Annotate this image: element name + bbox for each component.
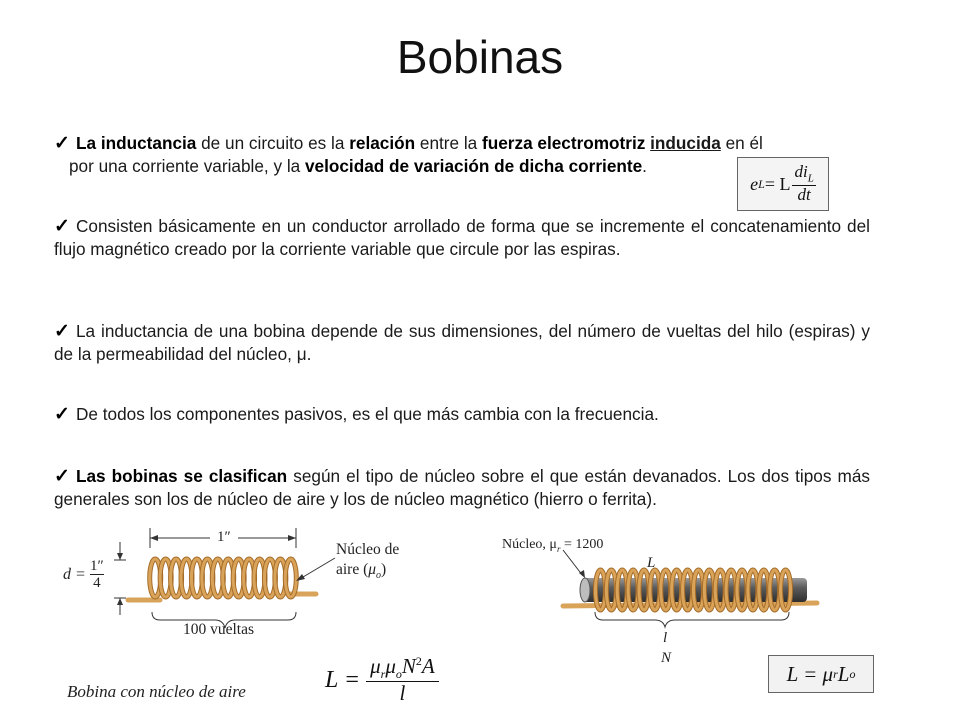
bullet-classification: ✓ Las bobinas se clasifican según el tipo de núcleo sobre el que están devanados. Los dos tipos más generales son los de núcleo de aire y los de núcleo magnético (hierro o ferrita). — [54, 466, 870, 509]
air-core-caption: Bobina con núcleo de aire — [67, 682, 246, 701]
check-icon: ✓ — [54, 133, 70, 154]
coil-turns — [150, 559, 297, 597]
bullet-dimensions: ✓ La inductancia de una bobina depende de sus dimensiones, del número de vueltas del hilo (espiras) y de la permeabilidad del núcleo, μ. — [54, 321, 870, 364]
check-icon: ✓ — [54, 466, 70, 487]
check-icon: ✓ — [54, 404, 70, 425]
bullet-inductance-definition: ✓ La inductancia de un circuito es la relación entre la fuerza electromotriz inducida en él por una corriente variable, y la velocidad de variación de dicha corriente. — [54, 133, 763, 176]
N-label: N — [661, 650, 672, 666]
bullet-frequency: ✓ De todos los componentes pasivos, es el que más cambia con la frecuencia. — [54, 404, 659, 425]
diameter-fraction: 1″ 4 — [90, 558, 104, 591]
emf-formula: e L = L $\frac{di_L}{dt}$ — [737, 157, 829, 211]
inductance-formula: L = $\frac{\mu_r\mu_oN^2A}{l}$ — [325, 655, 439, 705]
air-core-label: Núcleo de aire $(\mu_o)$ — [336, 541, 400, 582]
coil-length-label: 1″ — [217, 529, 231, 545]
magnetic-core-label: Núcleo, $\mu_r = 1200$ — [502, 537, 604, 554]
length-l-label: l — [663, 630, 668, 646]
diameter-label: d = — [63, 566, 86, 583]
bullet-conductor: ✓ Consisten básicamente en un conductor arrollado de forma que se incremente el concatenamiento del flujo magnético creado por la corriente variable que circule por las espiras. — [54, 216, 870, 259]
page-title: Bobinas — [396, 31, 564, 83]
L-label: L — [647, 555, 656, 571]
relative-permeability-formula: L = μ r L o — [768, 655, 874, 693]
check-icon: ✓ — [54, 216, 70, 237]
turns-label: 100 vueltas — [183, 621, 255, 638]
check-icon: ✓ — [54, 321, 70, 342]
